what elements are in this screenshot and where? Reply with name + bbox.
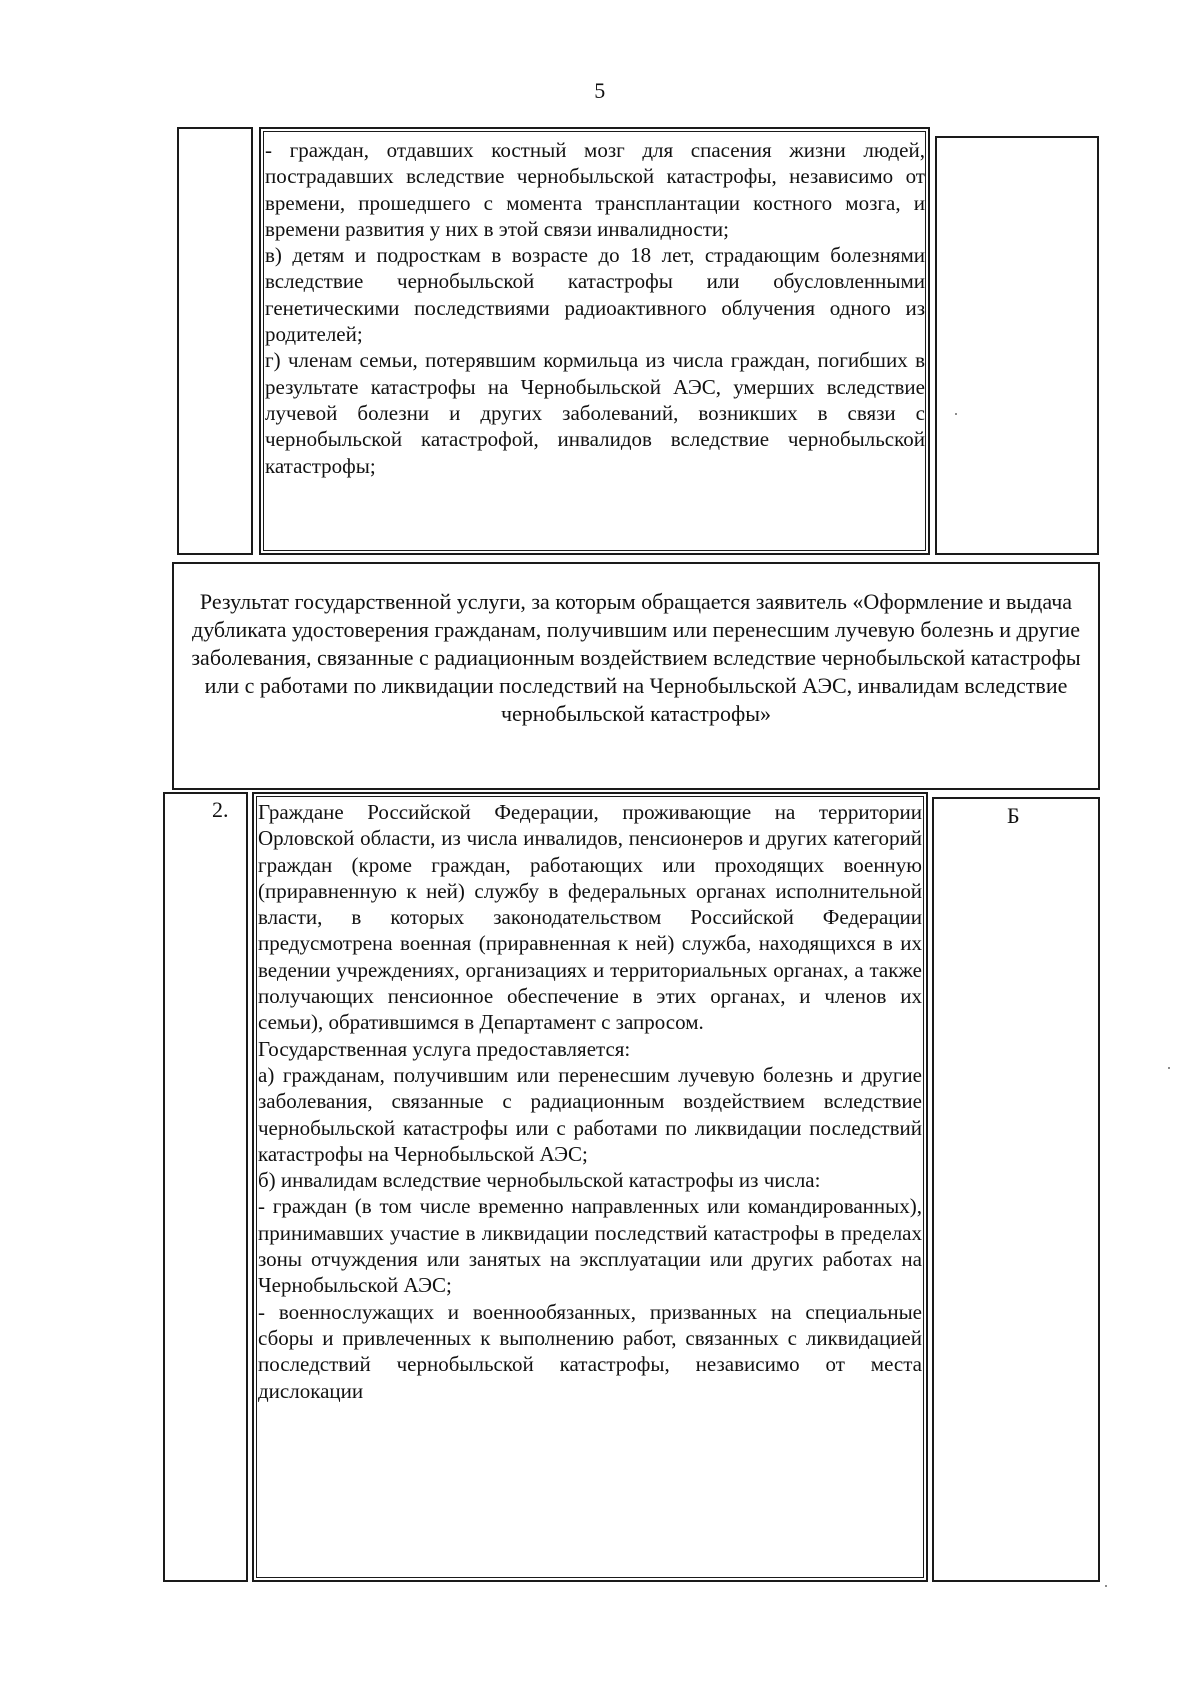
- number-cell: [177, 127, 253, 555]
- description-text: [265, 137, 925, 479]
- paragraph-military-personnel: - военнослужащих и военнообязанных, призванных на специальные сборы и привлеченных к выполнению работ, связанных с ликвидацией последствий чернобыльской катастрофы, независимо от места дислокации: [258, 1299, 922, 1403]
- paragraph-citizens-liquidators: - граждан (в том числе временно направленных или командированных), принимавших участие в ликвидации последствий катастрофы в пределах зоны отчуждения или занятых на эксплуатации или других работах на Чернобыльской АЭС;: [258, 1194, 922, 1298]
- paragraph-children-teenagers: в) детям и подросткам в возрасте до 18 лет, страдающим болезнями вследствие чернобыльской катастрофы или обусловленными генетическими последствиями радиоактивного облучения одного из родителей;: [265, 243, 925, 347]
- scan-speck: [1168, 1067, 1170, 1069]
- row-number: 2.: [212, 797, 229, 822]
- code-cell: [935, 136, 1099, 555]
- paragraph-eligible-citizens: Граждане Российской Федерации, проживающие на территории Орловской области, из числа инвалидов, пенсионеров и других категорий граждан (кроме граждан, работающих или проходящих военную (приравненную к ней) службу в федеральных органах исполнительной власти, в которых законодательством Российской Федерации предусмотрена военная (приравненная к ней) служба, находящихся в их ведении учреждениях, организациях и территориальных органах, а также получающих пенсионное обеспечение в этих органах, и членов их семьи), обратившимся в Департамент с запросом.: [258, 800, 922, 1035]
- paragraph-item-a: а) гражданам, получившим или перенесшим лучевую болезнь и другие заболевания, связанные с радиационным воздействием вследствие чернобыльской катастрофы или с работами по ликвидации последствий катастрофы на Чернобыльской АЭС;: [258, 1062, 922, 1166]
- section-heading: Результат государственной услуги, за которым обращается заявитель «Оформление и выдача дубликата удостоверения гражданам, получившим или перенесшим лучевую болезнь и другие заболевания, связанные с радиационным воздействием вследствие чернобыльской катастрофы или с работами по ликвидации последствий на Чернобыльской АЭС, инвалидам вследствие чернобыльской катастрофы»: [191, 589, 1081, 726]
- code-cell: [932, 797, 1100, 1582]
- row-code: Б: [1007, 803, 1020, 828]
- scan-speck: [955, 413, 957, 415]
- description-text: [258, 799, 922, 1404]
- paragraph-bone-marrow-donors: - граждан, отдавших костный мозг для спасения жизни людей, пострадавших вследствие чернобыльской катастрофы, независимо от времени, прошедшего с момента трансплантации костного мозга, и времени развития у них в этой связи инвалидности;: [265, 138, 925, 241]
- paragraph-item-b: б) инвалидам вследствие чернобыльской катастрофы из числа:: [258, 1168, 821, 1193]
- page-number: 5: [594, 78, 606, 103]
- scan-speck: [1105, 1585, 1107, 1587]
- paragraph-family-members: г) членам семьи, потерявшим кормильца из числа граждан, погибших в результате катастрофы на Чернобыльской АЭС, умерших вследствие лучевой болезни и других заболеваний, возникших в связи с чернобыльской катастрофой, инвалидов вследствие чернобыльской катастрофы;: [265, 348, 925, 478]
- number-cell: [163, 792, 248, 1582]
- paragraph-service-provided: Государственная услуга предоставляется:: [258, 1036, 631, 1061]
